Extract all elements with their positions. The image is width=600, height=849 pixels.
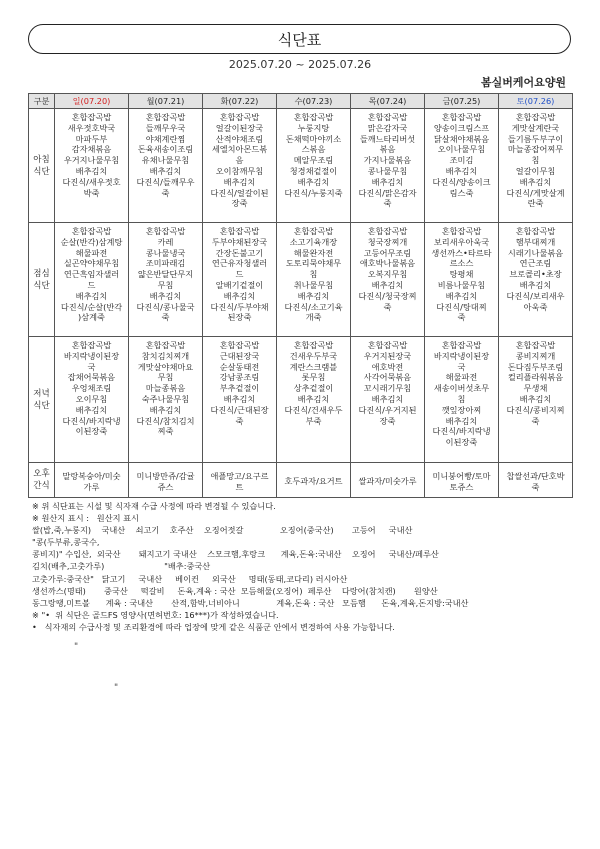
- menu-cell: [351, 463, 425, 498]
- menu-item: 강남콩조림: [219, 372, 260, 383]
- menu-item: 배추김치: [371, 393, 404, 404]
- menu-item: 브로콜리•초장: [509, 269, 562, 280]
- meal-label-line: 오후: [33, 469, 50, 479]
- menu-item: 애호박나물볶음: [359, 258, 416, 269]
- menu-item: 순살동태전: [219, 361, 260, 372]
- menu-item: 롯무침: [301, 372, 326, 383]
- menu-item: 아욱죽: [523, 301, 548, 312]
- menu-cell: [499, 109, 573, 223]
- menu-item: 들기름두부구이: [507, 133, 564, 144]
- menu-title-box: [28, 24, 571, 54]
- menu-item: 비름나물무침: [437, 279, 486, 290]
- menu-item: 혼합잡곡밥: [219, 340, 260, 350]
- note-line: 김치(배추,고춧가루) "배추:중국산: [32, 561, 211, 572]
- menu-item: 침: [309, 269, 318, 280]
- menu-item: 메알무조림: [293, 155, 334, 166]
- menu-item: 혼합잡곡밥: [145, 340, 186, 350]
- menu-item: 다진식/두부야채: [210, 301, 269, 312]
- meal-label-breakfast: [29, 109, 55, 223]
- menu-cell: [425, 223, 499, 337]
- menu-item: 다진식/누룽지죽: [284, 187, 343, 198]
- menu-cell: [277, 109, 351, 223]
- table-header-row: [29, 94, 573, 109]
- menu-cell: [425, 463, 499, 498]
- menu-item: 해물파전: [445, 372, 478, 383]
- menu-item: 다진식/건새우두: [284, 404, 343, 415]
- menu-item: 콩나물무침: [367, 165, 408, 176]
- menu-item: 혼합잡곡밥: [145, 112, 186, 122]
- menu-item: 죽: [383, 198, 392, 209]
- menu-item: 호두과자/요거트: [284, 476, 343, 487]
- menu-item: 장죽: [231, 198, 248, 209]
- menu-item: 고등어무조림: [363, 247, 412, 258]
- meal-label-snack: [29, 463, 55, 498]
- menu-item: 혼합잡곡밥: [219, 112, 260, 122]
- day-header-thu: 목(07.24): [351, 94, 425, 109]
- meal-label-line: 점심: [33, 268, 50, 279]
- note-line: "콩(두부류,콩국수,: [32, 537, 100, 548]
- menu-cell: [499, 223, 573, 337]
- menu-item: 혼합잡곡밥: [145, 226, 186, 236]
- menu-item: 말랑복숭아/미숫: [62, 470, 121, 481]
- menu-cell: [203, 223, 277, 337]
- menu-item: 새우젓호박국: [67, 122, 116, 133]
- menu-item: 트: [235, 481, 244, 492]
- meal-table: [28, 93, 573, 498]
- organization-name: 봄실버케어요양원: [480, 76, 566, 89]
- menu-item: 배추김치: [519, 393, 552, 404]
- menu-item: 조미파래김: [145, 258, 186, 269]
- note-line: 콩비지)" 수입산, 외국산 돼지고기 국내산 스모크햄,후랑크 계육,돈육:국내산 오징어 국내산/페루산: [32, 549, 439, 560]
- menu-item: 배추김치: [371, 176, 404, 187]
- menu-item: 죽: [383, 301, 392, 312]
- menu-cell: [55, 109, 129, 223]
- menu-item: 국: [87, 361, 96, 372]
- menu-item: 얼갈이된장국: [215, 122, 264, 133]
- meal-label-line: 저녁: [33, 388, 50, 399]
- menu-item: 우거지나물무침: [63, 155, 120, 166]
- menu-cell: [55, 223, 129, 337]
- menu-item: 미니방만쥬/감귤: [136, 470, 195, 481]
- menu-item: 햄부대찌개: [515, 236, 556, 247]
- menu-item: 오이참깨무침: [215, 165, 264, 176]
- menu-item: 알배기겉절이: [215, 279, 264, 290]
- menu-item: 토쥬스: [449, 481, 474, 492]
- menu-item: 무침: [157, 372, 174, 383]
- menu-item: 연근흑임자샐러: [63, 269, 120, 280]
- menu-item: 청국장찌개: [367, 236, 408, 247]
- meal-label-dinner: [29, 337, 55, 463]
- day-header-fri: 금(07.25): [425, 94, 499, 109]
- menu-cell: [499, 337, 573, 463]
- menu-item: 바지락냉이된장: [63, 350, 120, 361]
- menu-cell: [203, 463, 277, 498]
- menu-item: 배추김치: [149, 290, 182, 301]
- menu-item: 배추김치: [519, 279, 552, 290]
- menu-item: 계란스크램블: [289, 361, 338, 372]
- menu-item: 죽: [531, 415, 540, 426]
- stray-mark: ": [114, 683, 119, 693]
- menu-item: 시래기나물볶음: [507, 247, 564, 258]
- day-header-sat: 토(07.26): [499, 94, 573, 109]
- menu-item: 애호박전: [371, 361, 404, 372]
- menu-item: 마파두부: [75, 133, 108, 144]
- note-line: 생선까스(명태) 중국산 떡갈비 돈육,계육 : 국산 모듬해물(오징어) 페루산 다랑어(참치캔) 원양산: [32, 585, 438, 596]
- day-header-sun: 일(07.20): [55, 94, 129, 109]
- menu-item: 돈채떡마야끼소: [285, 133, 342, 144]
- menu-item: 개죽: [305, 312, 322, 323]
- menu-item: 란죽: [527, 198, 544, 209]
- menu-cell: [129, 337, 203, 463]
- menu-item: 무생채: [523, 383, 548, 394]
- menu-item: 실곤약야채무침: [63, 258, 120, 269]
- menu-item: 림스죽: [449, 187, 474, 198]
- menu-item: 쥬스: [157, 481, 174, 492]
- note-line: ※ 원산지 표시 : 원산지 표시: [32, 513, 139, 524]
- menu-item: 다진식/청국장찌: [358, 290, 417, 301]
- menu-item: 꼬시래기무침: [363, 383, 412, 394]
- meal-label-line: 식단: [33, 400, 50, 411]
- menu-item: )삼계죽: [78, 312, 105, 323]
- menu-item: 르소스: [449, 258, 474, 269]
- menu-item: 혼합잡곡밥: [441, 226, 482, 236]
- menu-item: 배추김치: [149, 404, 182, 415]
- menu-item: 혼합잡곡밥: [293, 226, 334, 236]
- notes-section: [32, 500, 577, 633]
- date-range: 2025.07.20 ~ 2025.07.26: [228, 58, 372, 71]
- menu-item: 스볶음: [301, 144, 326, 155]
- menu-item: 된장죽: [227, 312, 252, 323]
- menu-item: 두부야채된장국: [211, 236, 268, 247]
- menu-item: 카레: [157, 236, 174, 247]
- menu-item: 드: [235, 269, 244, 280]
- menu-item: 사각어묵볶음: [363, 372, 412, 383]
- note-line: ※ "• 위 식단은 골드FS 영양사(면허번호: 16***)가 작성하였습니다.: [32, 609, 279, 620]
- menu-item: 잡채어묵볶음: [67, 372, 116, 383]
- menu-item: 다진식/들깨무우: [136, 176, 195, 187]
- menu-item: 볶음: [379, 144, 396, 155]
- menu-item: 숙주나물무침: [141, 393, 190, 404]
- menu-item: 애플망고/요구르: [210, 470, 269, 481]
- menu-item: 국: [457, 361, 466, 372]
- menu-item: 다진식/순살(반각: [60, 301, 123, 312]
- menu-item: 우엉채조림: [71, 383, 112, 394]
- menu-item: 컬리플라워볶음: [507, 372, 564, 383]
- menu-item: 바지락냉이된장: [433, 350, 490, 361]
- meal-row-lunch: [29, 223, 573, 337]
- day-header-tue: 화(07.22): [203, 94, 277, 109]
- menu-item: 배추김치: [223, 290, 256, 301]
- menu-item: 침: [457, 393, 466, 404]
- menu-item: 배추김치: [297, 176, 330, 187]
- menu-item: 새송이버섯초무: [433, 383, 490, 394]
- menu-item: 쌀과자/미숫가루: [358, 476, 417, 487]
- menu-item: 다진식/양송이크: [432, 176, 491, 187]
- menu-cell: [55, 337, 129, 463]
- menu-item: 무침: [157, 279, 174, 290]
- menu-item: 닭살채야채볶음: [433, 133, 490, 144]
- menu-item: 다진식/게맛살계: [506, 187, 565, 198]
- menu-item: 배추김치: [75, 404, 108, 415]
- menu-item: 다진식/보리새우: [506, 290, 565, 301]
- menu-item: 배추김치: [445, 165, 478, 176]
- menu-item: 배추김치: [297, 393, 330, 404]
- menu-item: 배추김치: [149, 165, 182, 176]
- menu-item: 다진식/바지락냉: [432, 426, 491, 437]
- menu-item: 들깨느타리버섯: [359, 133, 416, 144]
- menu-item: 배추김치: [445, 415, 478, 426]
- day-header-wed: 수(07.23): [277, 94, 351, 109]
- menu-item: 배추김치: [75, 290, 108, 301]
- menu-item: 다진식/콩비지찌: [506, 404, 565, 415]
- menu-item: 가지나물볶음: [363, 155, 412, 166]
- meal-label-lunch: [29, 223, 55, 337]
- menu-item: 오이무침: [75, 393, 108, 404]
- menu-item: 오복지무침: [367, 269, 408, 280]
- menu-item: 탕평채: [449, 269, 474, 280]
- menu-item: 야채계란찜: [145, 133, 186, 144]
- menu-item: 콩나물냉국: [145, 247, 186, 258]
- menu-item: 얇은반달단무지: [137, 269, 194, 280]
- menu-item: 배추김치: [371, 279, 404, 290]
- menu-item: 다진식/우거지된: [358, 404, 417, 415]
- menu-cell: [55, 463, 129, 498]
- meal-label-line: 식단: [33, 166, 50, 177]
- menu-item: 취나물무침: [293, 279, 334, 290]
- menu-item: 게맛살야채마요: [137, 361, 194, 372]
- day-header-mon: 월(07.21): [129, 94, 203, 109]
- menu-item: 드: [87, 279, 96, 290]
- menu-item: 들깨무우국: [145, 122, 186, 133]
- menu-item: 혼합잡곡밥: [71, 226, 112, 236]
- menu-cell: [425, 337, 499, 463]
- menu-item: 음: [235, 155, 244, 166]
- menu-cell: [277, 463, 351, 498]
- meal-row-breakfast: [29, 109, 573, 223]
- menu-item: 부추겉절이: [219, 383, 260, 394]
- menu-item: 콩비지찌개: [515, 350, 556, 361]
- menu-item: 간장돈불고기: [215, 247, 264, 258]
- menu-item: 찹쌀선과/단호박: [506, 470, 565, 481]
- menu-item: 오이나물무침: [437, 144, 486, 155]
- menu-cell: [277, 337, 351, 463]
- menu-cell: [203, 337, 277, 463]
- note-line: • 식자재의 수급사정 및 조리환경에 따라 업장에 맞게 같은 식품군 안에서 변경하여 사용 가능합니다.: [32, 621, 395, 632]
- menu-item: 혼합잡곡밥: [441, 112, 482, 122]
- menu-item: 돈육새송이조림: [137, 144, 194, 155]
- note-line: 동그랑땡,미트볼 계육 : 국내산 산적,함박,너비아니 계육,돈육 : 국산 모듬햄 돈육,계육,돈지방:국내산: [32, 597, 469, 608]
- stray-mark: ": [74, 642, 79, 652]
- menu-item: 해물완자전: [293, 247, 334, 258]
- menu-item: 다진식/얼갈이된: [210, 187, 269, 198]
- menu-item: 죽: [235, 415, 244, 426]
- corner-label: 구분: [29, 94, 55, 109]
- menu-cell: [425, 109, 499, 223]
- menu-cell: [351, 337, 425, 463]
- menu-item: 박죽: [83, 187, 100, 198]
- menu-item: 배추김치: [445, 290, 478, 301]
- menu-item: 청경채겉절이: [289, 165, 338, 176]
- menu-item: 도토리묵야채무: [285, 258, 342, 269]
- menu-item: 이된장죽: [445, 437, 478, 448]
- menu-item: 다진식/탕대찌: [436, 301, 487, 312]
- meal-label-line: 아침: [33, 154, 50, 165]
- menu-item: 배추김치: [223, 176, 256, 187]
- meal-label-line: 식단: [33, 280, 50, 291]
- menu-cell: [351, 223, 425, 337]
- menu-item: 게맛살계란국: [511, 122, 560, 133]
- menu-item: 산적야채조림: [215, 133, 264, 144]
- menu-item: 소고기육개장: [289, 236, 338, 247]
- menu-item: 배추김치: [75, 165, 108, 176]
- menu-item: 혼합잡곡밥: [367, 112, 408, 122]
- menu-item: 보리새우아욱국: [433, 236, 490, 247]
- menu-item: 혼합잡곡밥: [515, 226, 556, 236]
- menu-item: 미니붕어빵/토마: [432, 470, 491, 481]
- menu-item: 유채나물무침: [141, 155, 190, 166]
- menu-cell: [351, 109, 425, 223]
- note-line: 고춧가루:중국산" 닭고기 국내산 베이컨 외국산 명태(동태,코다리) 러시아산: [32, 573, 348, 584]
- menu-item: 세엘치아몬드볶: [211, 144, 268, 155]
- menu-item: 죽: [161, 187, 170, 198]
- menu-item: 마늘종볶음: [145, 383, 186, 394]
- menu-cell: [203, 109, 277, 223]
- meal-row-snack: [29, 463, 573, 498]
- menu-item: 혼합잡곡밥: [293, 340, 334, 350]
- menu-item: 얼갈이무침: [515, 165, 556, 176]
- menu-item: 혼합잡곡밥: [71, 340, 112, 350]
- menu-item: 다진식/근대된장: [210, 404, 269, 415]
- menu-item: 혼합잡곡밥: [515, 340, 556, 350]
- menu-item: 혼합잡곡밥: [367, 340, 408, 350]
- menu-item: 해물파전: [75, 247, 108, 258]
- menu-item: 찌죽: [157, 426, 174, 437]
- menu-item: 침: [531, 155, 540, 166]
- menu-item: 연근유자청샐러: [211, 258, 268, 269]
- menu-item: 돈다짐두부조림: [507, 361, 564, 372]
- menu-item: 이된장죽: [75, 426, 108, 437]
- menu-item: 배추김치: [519, 176, 552, 187]
- menu-cell: [129, 463, 203, 498]
- menu-item: 감자채볶음: [71, 144, 112, 155]
- menu-item: 연근조림: [519, 258, 552, 269]
- menu-item: 혼합잡곡밥: [293, 112, 334, 122]
- menu-item: 가루: [83, 481, 100, 492]
- menu-item: 혼합잡곡밥: [515, 112, 556, 122]
- menu-item: 장죽: [379, 415, 396, 426]
- menu-item: 다진식/바지락냉: [62, 415, 121, 426]
- menu-item: 다진식/맑은감자: [358, 187, 417, 198]
- meal-row-dinner: [29, 337, 573, 463]
- menu-item: 건새우두부국: [289, 350, 338, 361]
- menu-item: 죽: [161, 312, 170, 323]
- meal-label-line: 간식: [33, 481, 50, 491]
- menu-item: 다진식/콩나물국: [136, 301, 195, 312]
- menu-cell: [499, 463, 573, 498]
- menu-item: 혼합잡곡밥: [219, 226, 260, 236]
- menu-item: 우거지된장국: [363, 350, 412, 361]
- menu-item: 혼합잡곡밥: [71, 112, 112, 122]
- menu-cell: [129, 223, 203, 337]
- menu-item: 혼합잡곡밥: [367, 226, 408, 236]
- menu-item: 부죽: [305, 415, 322, 426]
- note-line: ※ 위 식단표는 시설 및 식자재 수급 사정에 따라 변경될 수 있습니다.: [32, 501, 276, 511]
- menu-item: 누룽지탕: [297, 122, 330, 133]
- menu-item: 참치김치찌개: [141, 350, 190, 361]
- menu-item: 배추김치: [223, 393, 256, 404]
- menu-item: 다진식/참치김치: [136, 415, 195, 426]
- menu-item: 생선까스•타르타: [431, 247, 492, 258]
- menu-item: 배추김치: [297, 290, 330, 301]
- menu-item: 조미김: [449, 155, 474, 166]
- menu-item: 양송이크림스프: [433, 122, 490, 133]
- menu-item: 죽: [531, 481, 540, 492]
- menu-item: 상추겉절이: [293, 383, 334, 394]
- menu-cell: [129, 109, 203, 223]
- menu-item: 죽: [457, 312, 466, 323]
- menu-item: 순살(반각)삼계탕: [60, 236, 123, 247]
- menu-item: 혼합잡곡밥: [441, 340, 482, 350]
- menu-item: 다진식/소고기육: [284, 301, 343, 312]
- menu-item: 마늘종잡어찌무: [507, 144, 564, 155]
- menu-item: 다진식/새우젓호: [62, 176, 121, 187]
- menu-item: 맑은감자국: [367, 122, 408, 133]
- menu-item: 깻잎장아찌: [441, 404, 482, 415]
- menu-cell: [277, 223, 351, 337]
- note-line: 쌀(밥,죽,누룽지) 국내산 쇠고기 호주산 오징어젓갈 오징어(중국산) 고등어 국내산: [32, 525, 413, 536]
- page-title: 식단표: [277, 30, 322, 49]
- menu-item: 근대된장국: [219, 350, 260, 361]
